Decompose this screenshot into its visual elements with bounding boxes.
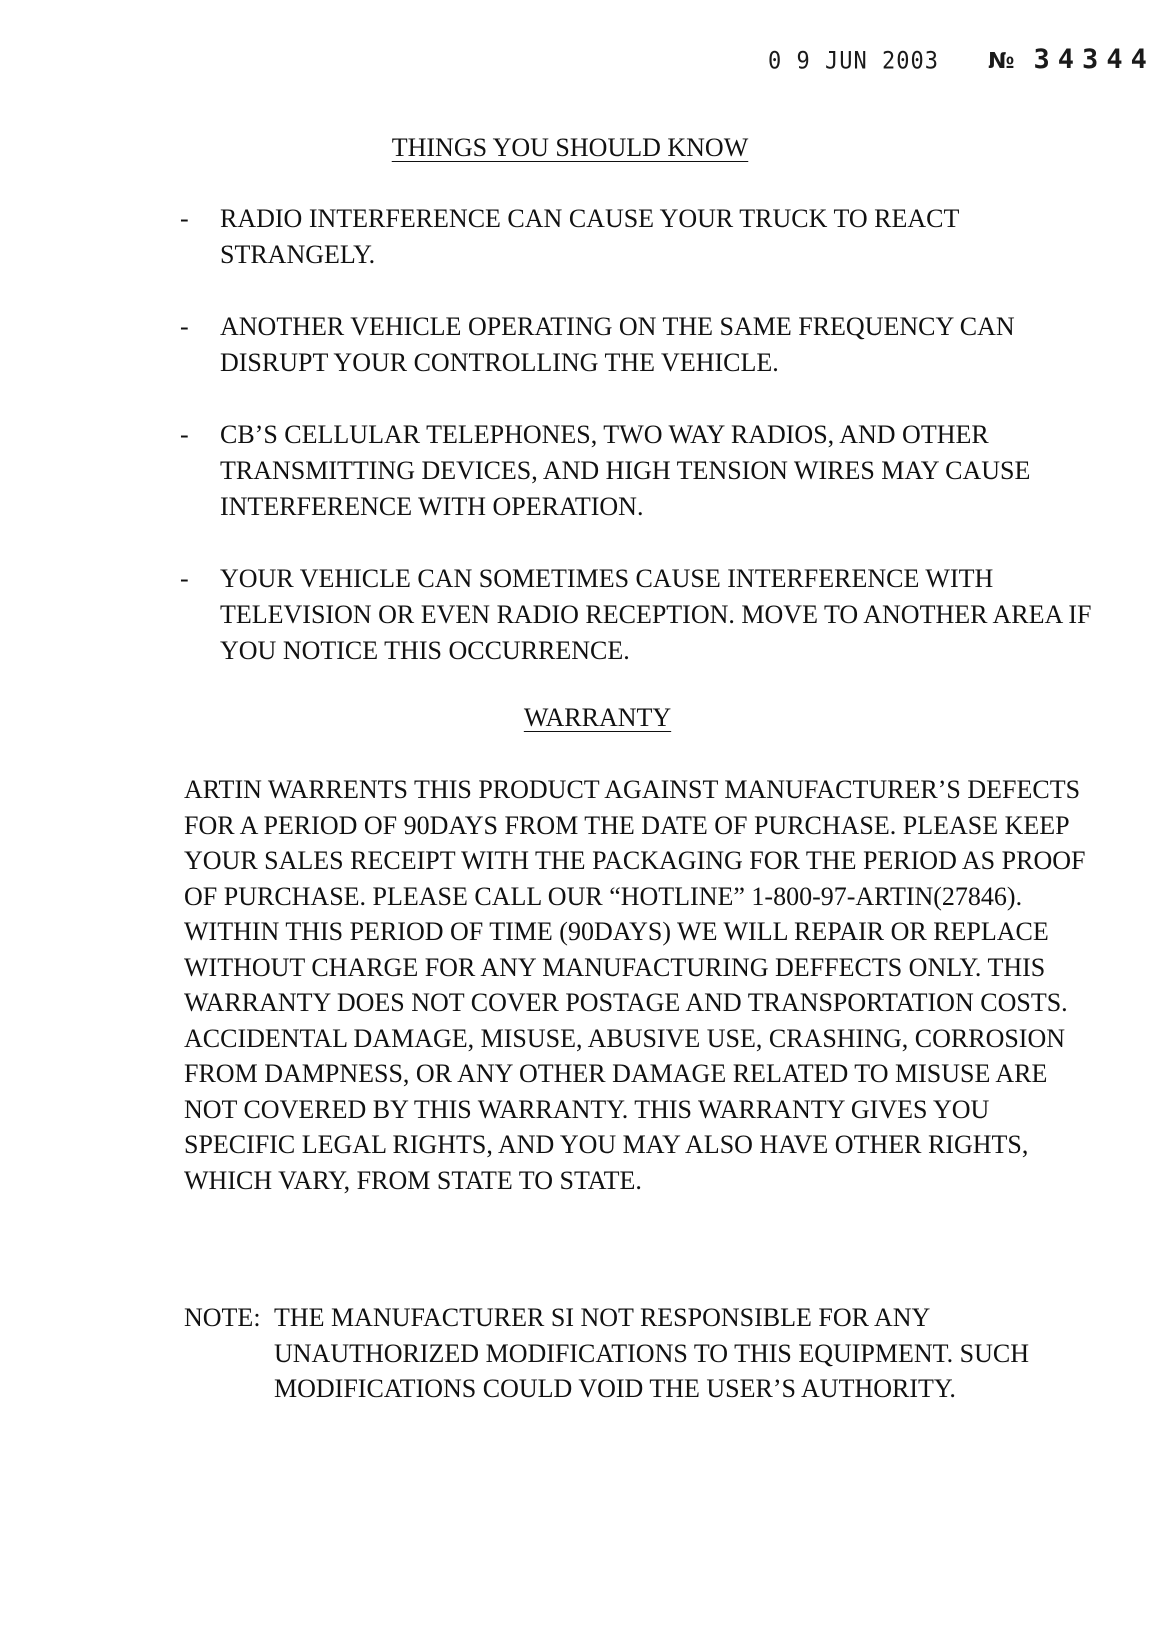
note-label: NOTE: — [184, 1303, 261, 1332]
dash-bullet: - — [180, 420, 189, 449]
list-item — [176, 561, 1096, 669]
list-item-text: YOUR VEHICLE CAN SOMETIMES CAUSE INTERFERENCE WITH TELEVISION OR EVEN RADIO RECEPTION. MOVE TO ANOTHER AREA IF YOU NOTICE THIS OCCURRENCE. — [220, 564, 1092, 665]
warranty-heading — [0, 703, 1175, 733]
note-block — [184, 1300, 1064, 1407]
list-item-text: RADIO INTERFERENCE CAN CAUSE YOUR TRUCK TO REACT STRANGELY. — [220, 204, 959, 269]
list-item-text: ANOTHER VEHICLE OPERATING ON THE SAME FREQUENCY CAN DISRUPT YOUR CONTROLLING THE VEHICLE. — [220, 312, 1015, 377]
warranty-heading-text: WARRANTY — [523, 703, 672, 732]
dash-bullet: - — [180, 204, 189, 233]
dash-bullet: - — [180, 564, 189, 593]
list-item — [176, 309, 1096, 381]
list-item-text: CB’S CELLULAR TELEPHONES, TWO WAY RADIOS, AND OTHER TRANSMITTING DEVICES, AND HIGH TENSION WIRES MAY CAUSE INTERFERENCE WITH OPERATION. — [220, 420, 1031, 521]
warranty-paragraph: ARTIN WARRENTS THIS PRODUCT AGAINST MANUFACTURER’S DEFECTS FOR A PERIOD OF 90DAYS FROM THE DATE OF PURCHASE. PLEASE KEEP YOUR SALES RECEIPT WITH THE PACKAGING FOR THE PERIOD AS PROOF OF PURCHASE. PLEASE CALL OUR “HOTLINE” 1-800-97-ARTIN(27846). WITHIN THIS PERIOD OF TIME (90DAYS) WE WILL REPAIR OR REPLACE WITHOUT CHARGE FOR ANY MANUFACTURING DEFFECTS ONLY. THIS WARRANTY DOES NOT COVER POSTAGE AND TRANSPORTATION COSTS. ACCIDENTAL DAMAGE, MISUSE, ABUSIVE USE, CRASHING, CORROSION FROM DAMPNESS, OR ANY OTHER DAMAGE RELATED TO MISUSE ARE NOT COVERED BY THIS WARRANTY. THIS WARRANTY GIVES YOU SPECIFIC LEGAL RIGHTS, AND YOU MAY ALSO HAVE OTHER RIGHTS, WHICH VARY, FROM STATE TO STATE. — [184, 775, 1086, 1195]
list-item — [176, 417, 1096, 525]
list-item — [176, 201, 1096, 273]
note-text: THE MANUFACTURER SI NOT RESPONSIBLE FOR ANY UNAUTHORIZED MODIFICATIONS TO THIS EQUIPMENT. SUCH MODIFICATIONS COULD VOID THE USER’S AUTHORITY. — [274, 1303, 1029, 1403]
stamp-date: 0 9 JUN 2003 — [768, 47, 939, 76]
received-stamp — [768, 44, 1155, 75]
dash-bullet: - — [180, 312, 189, 341]
stamp-number-label: № — [988, 49, 1015, 74]
stamp-serial-number: 34344 — [1033, 44, 1155, 75]
things-you-should-know-heading — [0, 133, 1140, 163]
things-heading-text: THINGS YOU SHOULD KNOW — [391, 133, 749, 162]
things-list — [176, 201, 1096, 705]
